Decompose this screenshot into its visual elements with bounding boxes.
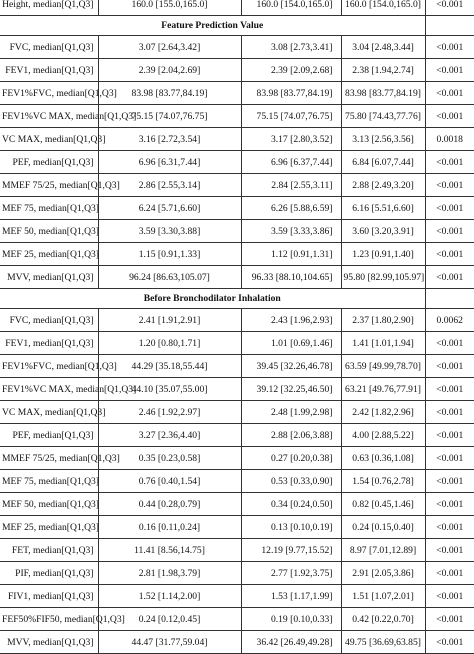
table-row [0, 82, 474, 105]
table-row [0, 562, 474, 585]
value-cell: 2.39 [2.04,2.69] [98, 59, 241, 82]
value-cell: 0.53 [0.33,0.90] [241, 470, 341, 493]
p-value-cell: <0.001 [425, 470, 474, 493]
value-cell: 1.23 [0.91,1.40] [341, 243, 425, 266]
table-row [0, 128, 474, 151]
value-cell: 1.20 [0.80,1.71] [98, 332, 241, 355]
table-row [0, 197, 474, 220]
value-cell: 0.44 [0.28,0.79] [98, 493, 241, 516]
value-cell: 2.77 [1.92,3.75] [241, 562, 341, 585]
p-value-cell: <0.001 [425, 585, 474, 608]
p-value-cell: <0.001 [425, 105, 474, 128]
value-cell: 2.81 [1.98,3.79] [98, 562, 241, 585]
p-value-cell: <0.001 [425, 220, 474, 243]
value-cell: 0.82 [0.45,1.46] [341, 493, 425, 516]
row-label: FET, median[Q1,Q3] [0, 539, 98, 562]
value-cell: 63.21 [49.76,77.91] [341, 378, 425, 401]
value-cell: 96.33 [88.10,104.65] [241, 266, 341, 289]
value-cell: 6.84 [6.07,7.44] [341, 151, 425, 174]
row-label: MMEF 75/25, median[Q1,Q3] [0, 447, 98, 470]
value-cell: 3.59 [3.30,3.88] [98, 220, 241, 243]
p-value-cell: <0.001 [425, 447, 474, 470]
value-cell: 4.00 [2.88,5.22] [341, 424, 425, 447]
table-row [0, 378, 474, 401]
section-p-cell [425, 16, 474, 36]
row-label: FEV1, median[Q1,Q3] [0, 332, 98, 355]
row-label: MEF 75, median[Q1,Q3] [0, 470, 98, 493]
row-label: MVV, median[Q1,Q3] [0, 631, 98, 654]
value-cell: 3.60 [3.20,3.91] [341, 220, 425, 243]
value-cell: 0.63 [0.36,1.08] [341, 447, 425, 470]
value-cell: 39.12 [32.25,46.50] [241, 378, 341, 401]
value-cell: 2.48 [1.99,2.98] [241, 401, 341, 424]
value-cell: 160.0 [154.0,165.0] [241, 0, 341, 16]
value-cell: 0.35 [0.23,0.58] [98, 447, 241, 470]
table-row [0, 516, 474, 539]
p-value-cell: <0.001 [425, 59, 474, 82]
table-row [0, 447, 474, 470]
value-cell: 1.51 [1.07,2.01] [341, 585, 425, 608]
value-cell: 1.12 [0.91,1.31] [241, 243, 341, 266]
value-cell: 2.86 [2.55,3.14] [98, 174, 241, 197]
value-cell: 83.98 [83.77,84.19] [241, 82, 341, 105]
row-label: FVC, median[Q1,Q3] [0, 36, 98, 59]
value-cell: 49.75 [36.69,63.85] [341, 631, 425, 654]
value-cell: 3.07 [2.64,3.42] [98, 36, 241, 59]
value-cell: 2.88 [2.06,3.88] [241, 424, 341, 447]
row-label: MEF 25, median[Q1,Q3] [0, 516, 98, 539]
value-cell: 6.24 [5.71,6.60] [98, 197, 241, 220]
p-value-cell: <0.001 [425, 266, 474, 289]
value-cell: 3.04 [2.48,3.44] [341, 36, 425, 59]
row-label: PEF, median[Q1,Q3] [0, 151, 98, 174]
p-value-cell: <0.001 [425, 243, 474, 266]
table-row [0, 401, 474, 424]
section-title: Feature Prediction Value [0, 16, 425, 36]
p-value-cell: <0.001 [425, 539, 474, 562]
row-label: FVC, median[Q1,Q3] [0, 309, 98, 332]
section-header-row [0, 16, 474, 36]
value-cell: 2.43 [1.96,2.93] [241, 309, 341, 332]
value-cell: 1.01 [0.69,1.46] [241, 332, 341, 355]
row-label: MVV, median[Q1,Q3] [0, 266, 98, 289]
value-cell: 3.16 [2.72,3.54] [98, 128, 241, 151]
p-value-cell: <0.001 [425, 493, 474, 516]
p-value-cell: <0.001 [425, 355, 474, 378]
value-cell: 83.98 [83.77,84.19] [98, 82, 241, 105]
value-cell: 75.80 [74.43,77.76] [341, 105, 425, 128]
p-value-cell: <0.001 [425, 401, 474, 424]
value-cell: 0.19 [0.10,0.33] [241, 608, 341, 631]
table-row [0, 309, 474, 332]
value-cell: 160.0 [154.0,165.0] [341, 0, 425, 16]
table-row [0, 631, 474, 654]
row-label: MEF 50, median[Q1,Q3] [0, 220, 98, 243]
row-label: MEF 50, median[Q1,Q3] [0, 493, 98, 516]
table-row [0, 220, 474, 243]
p-value-cell: <0.001 [425, 36, 474, 59]
table-row [0, 0, 474, 16]
value-cell: 2.46 [1.92,2.97] [98, 401, 241, 424]
p-value-cell: 0.0018 [425, 128, 474, 151]
p-value-cell: <0.001 [425, 82, 474, 105]
value-cell: 3.27 [2.36,4.40] [98, 424, 241, 447]
section-header-row [0, 289, 474, 309]
section-p-cell [425, 289, 474, 309]
value-cell: 44.10 [35.07,55.00] [98, 378, 241, 401]
value-cell: 96.24 [86.63,105.07] [98, 266, 241, 289]
table-row [0, 585, 474, 608]
table-row [0, 608, 474, 631]
section-title: Before Bronchodilator Inhalation [0, 289, 425, 309]
row-label: VC MAX, median[Q1,Q3] [0, 401, 98, 424]
p-value-cell: <0.001 [425, 631, 474, 654]
value-cell: 1.15 [0.91,1.33] [98, 243, 241, 266]
p-value-cell: 0.0062 [425, 309, 474, 332]
value-cell: 6.16 [5.51,6.60] [341, 197, 425, 220]
value-cell: 2.91 [2.05,3.86] [341, 562, 425, 585]
value-cell: 3.17 [2.80,3.52] [241, 128, 341, 151]
value-cell: 2.88 [2.49,3.20] [341, 174, 425, 197]
value-cell: 83.98 [83.77,84.19] [341, 82, 425, 105]
row-label: FIV1, median[Q1,Q3] [0, 585, 98, 608]
value-cell: 0.42 [0.22,0.70] [341, 608, 425, 631]
table-row [0, 424, 474, 447]
value-cell: 11.41 [8.56,14.75] [98, 539, 241, 562]
table-row [0, 174, 474, 197]
p-value-cell: <0.001 [425, 151, 474, 174]
value-cell: 2.42 [1.82,2.96] [341, 401, 425, 424]
value-cell: 0.13 [0.10,0.19] [241, 516, 341, 539]
value-cell: 2.37 [1.80,2.90] [341, 309, 425, 332]
p-value-cell: <0.001 [425, 516, 474, 539]
row-label: VC MAX, median[Q1,Q3] [0, 128, 98, 151]
row-label: PEF, median[Q1,Q3] [0, 424, 98, 447]
value-cell: 63.59 [49.99,78.70] [341, 355, 425, 378]
value-cell: 44.29 [35.18,55.44] [98, 355, 241, 378]
row-label: MMEF 75/25, median[Q1,Q3] [0, 174, 98, 197]
table-row [0, 151, 474, 174]
row-label: MEF 25, median[Q1,Q3] [0, 243, 98, 266]
value-cell: 3.13 [2.56,3.56] [341, 128, 425, 151]
value-cell: 2.39 [2.09,2.68] [241, 59, 341, 82]
value-cell: 75.15 [74.07,76.75] [241, 105, 341, 128]
row-label: PIF, median[Q1,Q3] [0, 562, 98, 585]
table-row [0, 332, 474, 355]
p-value-cell: <0.001 [425, 424, 474, 447]
row-label: FEV1%FVC, median[Q1,Q3] [0, 82, 98, 105]
row-label: FEV1, median[Q1,Q3] [0, 59, 98, 82]
row-label: FEV1%VC MAX, median[Q1,Q3] [0, 378, 98, 401]
table-row [0, 105, 474, 128]
p-value-cell: <0.001 [425, 174, 474, 197]
value-cell: 8.97 [7.01,12.89] [341, 539, 425, 562]
row-label: FEV1%VC MAX, median[Q1,Q3] [0, 105, 98, 128]
p-value-cell: <0.001 [425, 197, 474, 220]
value-cell: 1.53 [1.17,1.99] [241, 585, 341, 608]
value-cell: 1.52 [1.14,2.00] [98, 585, 241, 608]
value-cell: 6.96 [6.31,7.44] [98, 151, 241, 174]
value-cell: 12.19 [9.77,15.52] [241, 539, 341, 562]
value-cell: 6.96 [6.37,7.44] [241, 151, 341, 174]
p-value-cell: <0.001 [425, 608, 474, 631]
p-value-cell: <0.001 [425, 0, 474, 16]
value-cell: 0.16 [0.11,0.24] [98, 516, 241, 539]
value-cell: 0.34 [0.24,0.50] [241, 493, 341, 516]
table-row [0, 355, 474, 378]
p-value-cell: <0.001 [425, 562, 474, 585]
value-cell: 0.76 [0.40,1.54] [98, 470, 241, 493]
value-cell: 36.42 [26.49,49.28] [241, 631, 341, 654]
value-cell: 95.80 [82.99,105.97] [341, 266, 425, 289]
value-cell: 75.15 [74.07,76.75] [98, 105, 241, 128]
value-cell: 3.08 [2.73,3.41] [241, 36, 341, 59]
value-cell: 2.84 [2.55,3.11] [241, 174, 341, 197]
value-cell: 44.47 [31.77,59.04] [98, 631, 241, 654]
value-cell: 2.41 [1.91,2.91] [98, 309, 241, 332]
p-value-cell: <0.001 [425, 378, 474, 401]
p-value-cell: <0.001 [425, 332, 474, 355]
value-cell: 2.38 [1.94,2.74] [341, 59, 425, 82]
row-label: MEF 75, median[Q1,Q3] [0, 197, 98, 220]
value-cell: 1.54 [0.76,2.78] [341, 470, 425, 493]
value-cell: 0.24 [0.15,0.40] [341, 516, 425, 539]
value-cell: 3.59 [3.33,3.86] [241, 220, 341, 243]
table-row [0, 243, 474, 266]
row-label: Height, median[Q1,Q3] [0, 0, 98, 16]
table-row [0, 266, 474, 289]
value-cell: 1.41 [1.01,1.94] [341, 332, 425, 355]
table-row [0, 493, 474, 516]
value-cell: 0.24 [0.12,0.45] [98, 608, 241, 631]
table-row [0, 36, 474, 59]
row-label: FEV1%FVC, median[Q1,Q3] [0, 355, 98, 378]
table-row [0, 539, 474, 562]
value-cell: 160.0 [155.0,165.0] [98, 0, 241, 16]
table-row [0, 470, 474, 493]
row-label: FEF50%FIF50, median[Q1,Q3] [0, 608, 98, 631]
value-cell: 39.45 [32.26,46.78] [241, 355, 341, 378]
value-cell: 6.26 [5.88,6.59] [241, 197, 341, 220]
value-cell: 0.27 [0.20,0.38] [241, 447, 341, 470]
table-row [0, 59, 474, 82]
